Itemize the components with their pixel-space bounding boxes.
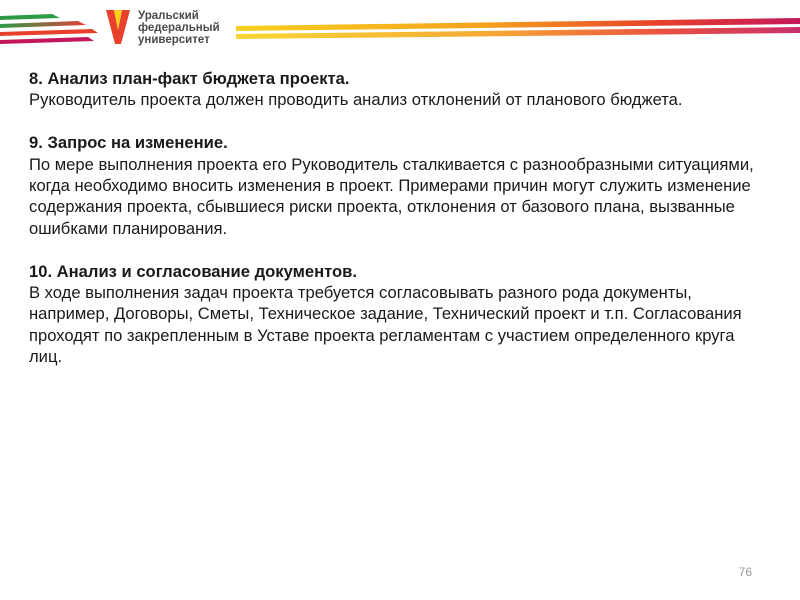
header-banner <box>0 0 800 60</box>
section-text: Руководитель проекта должен проводить анализ отклонений от планового бюджета. <box>29 90 683 110</box>
university-logo <box>104 8 220 46</box>
section-text: В ходе выполнения задач проекта требуется согласовывать разного рода документы, например, Договоры, Сметы, Техническое задание, Технический проект и т.п. Согласования проходят по закрепленным в Уставе проекта регламентам с участием определенного круга лиц. <box>29 283 742 367</box>
page-number: 76 <box>738 565 752 579</box>
slide-content <box>29 68 769 389</box>
section-change-request <box>29 132 769 239</box>
logo-text: Уральский федеральный университет <box>138 10 220 46</box>
section-title: 10. Анализ и согласование документов. <box>29 261 357 281</box>
section-document-approval <box>29 261 769 368</box>
section-title: 9. Запрос на изменение. <box>29 133 228 153</box>
section-budget-analysis <box>29 68 769 111</box>
section-text: По мере выполнения проекта его Руководитель сталкивается с разнообразными ситуациями, когда необходимо вносить изменения в проект. Примерами причин могут служить изменение содержания проекта, сбывшиеся риски проекта, отклонения от базового плана, вызванные ошибками планирования. <box>29 154 754 238</box>
section-title: 8. Анализ план-факт бюджета проекта. <box>29 69 350 88</box>
ural-university-logo-mark <box>104 8 132 46</box>
